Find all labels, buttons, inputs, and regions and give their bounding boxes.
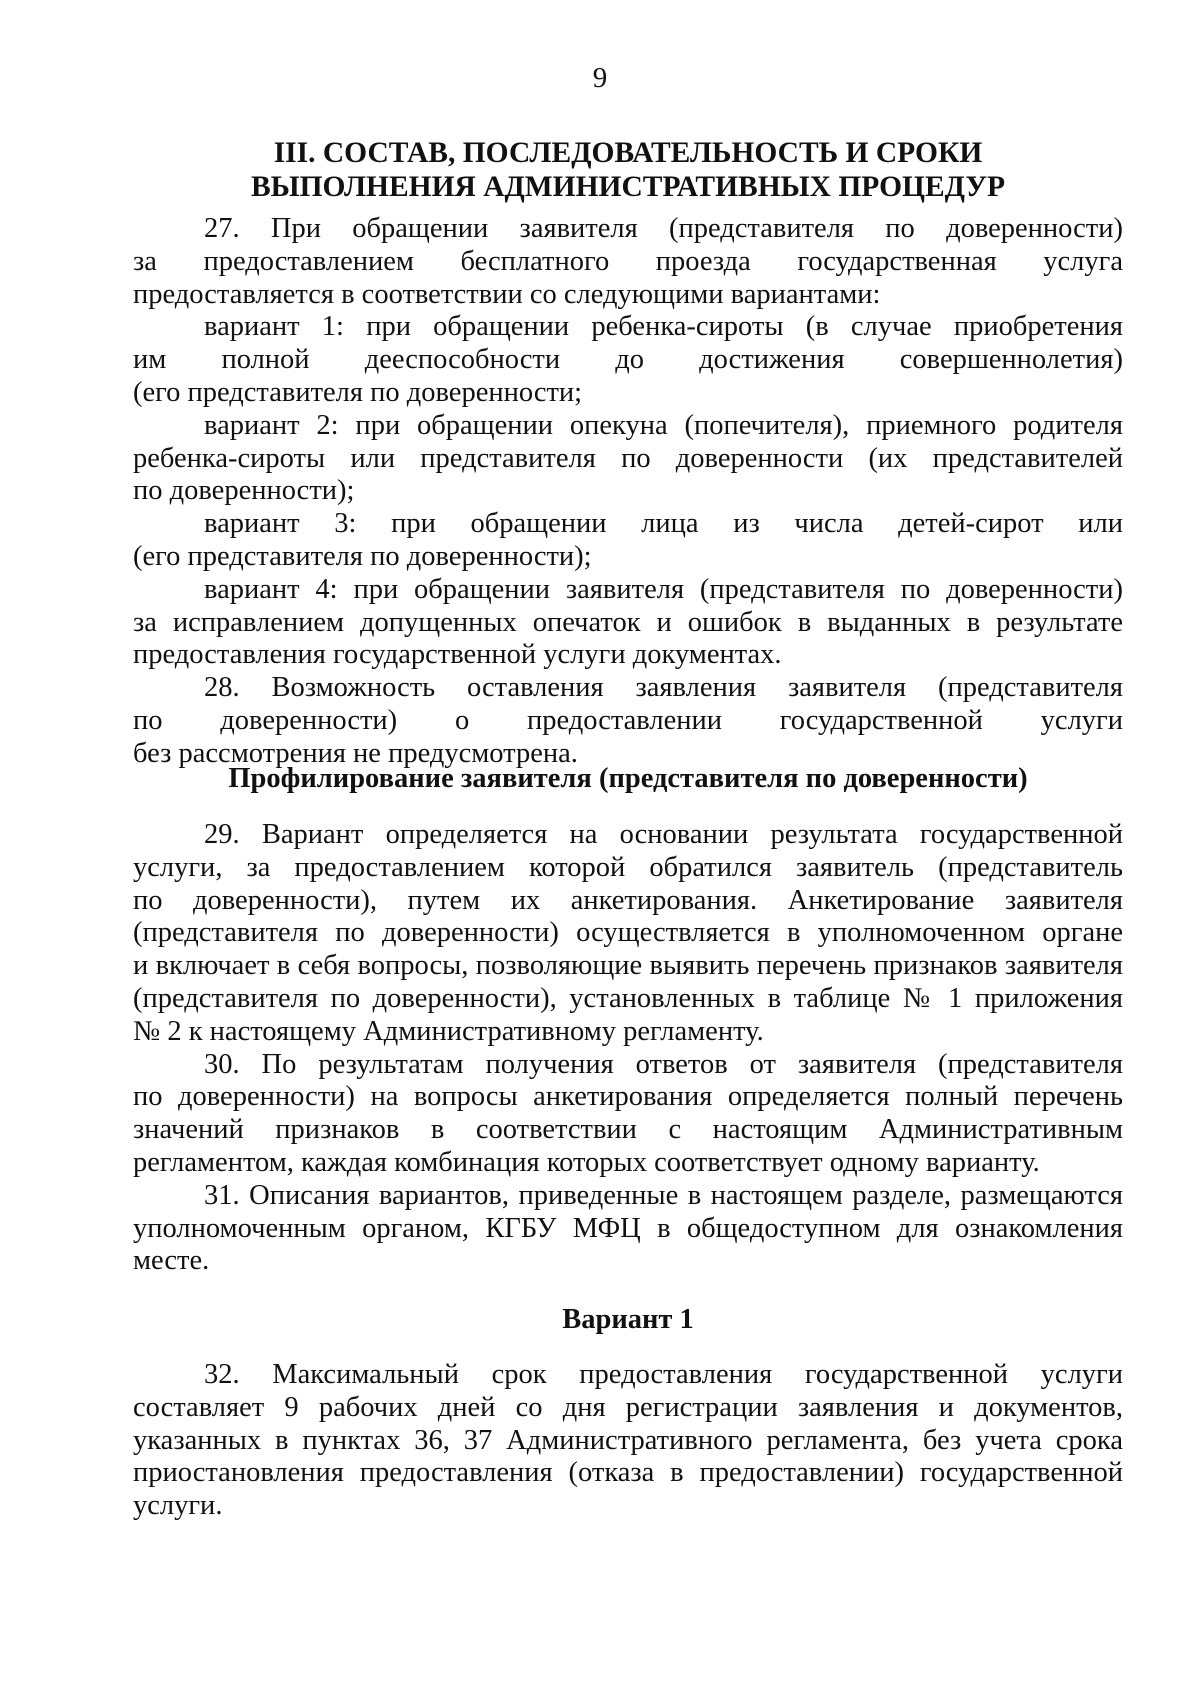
text-line: (его представителя по доверенности);	[133, 540, 592, 572]
text-line: вариант 4: при обращении заявителя (представителя по доверенности)	[204, 573, 1123, 605]
text-line: составляет 9 рабочих дней со дня регистрации заявления и документов,	[133, 1391, 1123, 1423]
text-line: ребенка-сироты или представителя по доверенности (их представителей	[133, 442, 1123, 474]
text-line: услуги, за предоставлением которой обратился заявитель (представитель	[133, 851, 1123, 883]
text-line: услуги.	[133, 1490, 223, 1522]
section-title-line-1: III. СОСТАВ, ПОСЛЕДОВАТЕЛЬНОСТЬ И СРОКИ	[273, 137, 983, 169]
text-line: вариант 1: при обращении ребенка-сироты (в случае приобретения	[204, 311, 1123, 343]
text-line: по доверенности);	[133, 475, 355, 507]
text-line: вариант 2: при обращении опекуна (попечителя), приемного родителя	[204, 409, 1123, 441]
text-line: по доверенности), путем их анкетирования. Анкетирование заявителя	[133, 884, 1123, 916]
text-line: по доверенности) на вопросы анкетирования определяется полный перечень	[133, 1081, 1123, 1113]
text-line: 30. По результатам получения ответов от заявителя (представителя	[204, 1048, 1123, 1080]
text-line: 32. Максимальный срок предоставления государственной услуги	[204, 1359, 1123, 1390]
section-title	[133, 136, 1123, 204]
text-line: регламентом, каждая комбинация которых соответствует одному варианту.	[133, 1146, 1040, 1178]
paragraphs-29-31	[133, 819, 1123, 1278]
text-line: за предоставлением бесплатного проезда государственная услуга	[133, 245, 1123, 277]
text-line: предоставляется в соответствии со следующими вариантами:	[133, 278, 881, 310]
text-line: за исправлением допущенных опечаток и ошибок в выданных в результате	[133, 606, 1123, 638]
text-line: и включает в себя вопросы, позволяющие выявить перечень признаков заявителя	[133, 950, 1123, 982]
text-line: 28. Возможность оставления заявления заявителя (представителя	[204, 672, 1123, 704]
paragraph-32	[133, 1359, 1123, 1523]
heading-variant-1: Вариант 1	[562, 1304, 694, 1335]
section-title-line-2: ВЫПОЛНЕНИЯ АДМИНИСТРАТИВНЫХ ПРОЦЕДУР	[250, 171, 1006, 203]
text-line: предоставления государственной услуги документах.	[133, 639, 782, 671]
text-line: 31. Описания вариантов, приведенные в настоящем разделе, размещаются	[204, 1179, 1123, 1211]
page-number: 9	[592, 62, 608, 94]
text-line: значений признаков в соответствии с настоящим Административным	[133, 1114, 1123, 1146]
text-line: (представителя по доверенности), установленных в таблице № 1 приложения	[133, 982, 1123, 1014]
text-line: по доверенности) о предоставлении государственной услуги	[133, 704, 1123, 736]
text-line: (представителя по доверенности) осуществляется в уполномоченном органе	[133, 917, 1123, 949]
text-line: (его представителя по доверенности;	[133, 376, 583, 408]
text-line: уполномоченным органом, КГБУ МФЦ в общедоступном для ознакомления	[133, 1212, 1123, 1244]
text-line: им полной дееспособности до достижения совершеннолетия)	[133, 344, 1123, 376]
text-line: указанных в пунктах 36, 37 Административного регламента, без учета срока	[133, 1424, 1123, 1456]
text-line: без рассмотрения не предусмотрена.	[133, 737, 578, 769]
paragraphs-27-28	[133, 213, 1123, 771]
text-line: приостановления предоставления (отказа в предоставлении) государственной	[133, 1457, 1123, 1489]
text-line: 27. При обращении заявителя (представителя по доверенности)	[204, 213, 1123, 244]
text-line: 29. Вариант определяется на основании результата государственной	[204, 819, 1123, 850]
heading-applicant-profiling: Профилирование заявителя (представителя по доверенности)	[228, 763, 1028, 794]
text-line: вариант 3: при обращении лица из числа детей-сирот или	[204, 508, 1123, 540]
text-line: месте.	[133, 1245, 210, 1277]
text-line: № 2 к настоящему Административному регламенту.	[133, 1015, 764, 1047]
